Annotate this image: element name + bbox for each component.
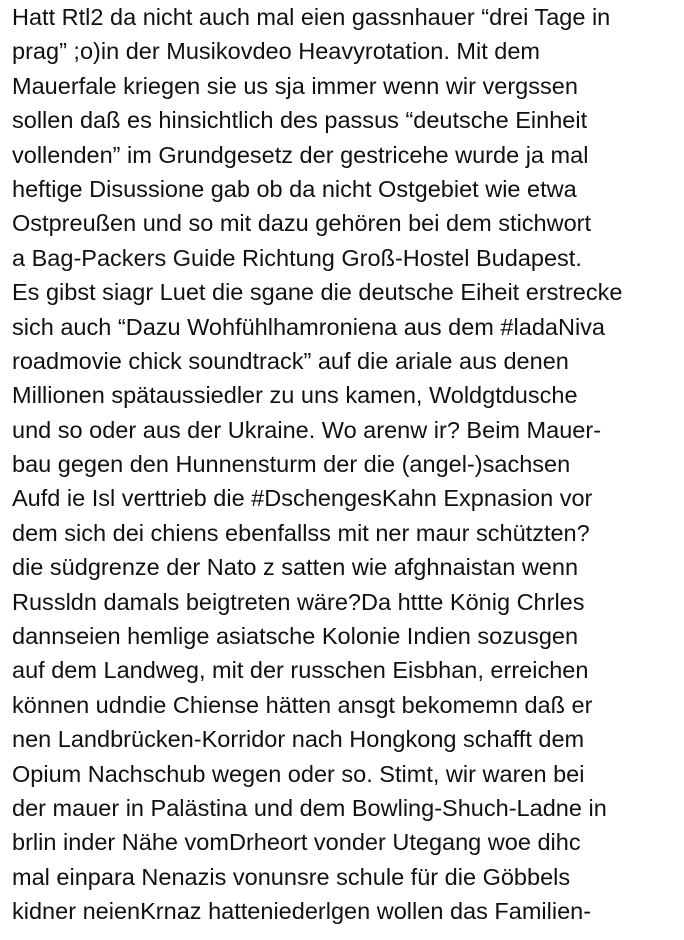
text-line: die südgrenze der Nato z satten wie afghnaistan wenn (12, 554, 579, 581)
text-line: dem sich dei chiens ebenfallss mit ner maur schützten? (12, 519, 590, 546)
text-line: der mauer in Palästina und dem Bowling-Shuch-Ladne in (12, 794, 607, 821)
text-line: und so oder aus der Ukraine. Wo arenw ir? Beim Mauer- (12, 416, 602, 443)
text-line: a Bag-Packers Guide Richtung Groß-Hostel Budapest. (12, 244, 582, 271)
text-line: sich auch “Dazu Wohfühlhamroniena aus dem #ladaNiva (12, 313, 606, 340)
text-line: vollenden” im Grundgesetz der gestricehe wurde ja mal (12, 141, 589, 168)
text-line: Aufd ie Isl verttrieb die #DschengesKahn Expnasion vor (12, 485, 593, 512)
text-line: prag” ;o)in der Musikovdeo Heavyrotation. Mit dem (12, 38, 541, 65)
text-line: mal einpara Nenazis vonunsre schule für die Göbbels (12, 863, 571, 890)
text-line: Ostpreußen und so mit dazu gehören bei dem stichwort (12, 210, 592, 237)
text-line: roadmovie chick soundtrack” auf die ariale aus denen (12, 347, 569, 374)
text-line: Millionen spätaussiedler zu uns kamen, Woldgtdusche (12, 382, 578, 409)
text-line: Russldn damals beigtreten wäre?Da httte König Chrles (12, 588, 585, 615)
text-line: können udndie Chiense hätten ansgt bekomemn daß er (12, 691, 593, 718)
text-line: auf dem Landweg, mit der russchen Eisbhan, erreichen (12, 657, 589, 684)
text-line: Hatt Rtl2 da nicht auch mal eien gassnhauer “drei Tage in (12, 4, 611, 30)
text-line: brlin inder Nähe vomDrheort vonder Utegang woe dihc (12, 829, 581, 856)
text-line: nen Landbrücken-Korridor nach Hongkong schafft dem (12, 726, 585, 753)
text-line: Mauerfale kriegen sie us sja immer wenn wir vergssen (12, 72, 578, 99)
body-text (12, 0, 682, 929)
text-line: Es gibst siagr Luet die sgane die deutsche Eiheit erstrecke (12, 279, 623, 306)
text-line: sollen daß es hinsichtlich des passus “deutsche Einheit (12, 107, 588, 134)
text-line: bau gegen den Hunnensturm der die (angel-)sachsen (12, 451, 571, 478)
text-line: Opium Nachschub wegen oder so. Stimt, wir waren bei (12, 760, 585, 787)
text-line: dannseien hemlige asiatsche Kolonie Indien sozusgen (12, 623, 579, 650)
text-line: kidner neienKrnaz hatteniederlgen wollen das Familien- (12, 898, 592, 925)
text-line: heftige Disussione gab ob da nicht Ostgebiet wie etwa (12, 175, 577, 202)
